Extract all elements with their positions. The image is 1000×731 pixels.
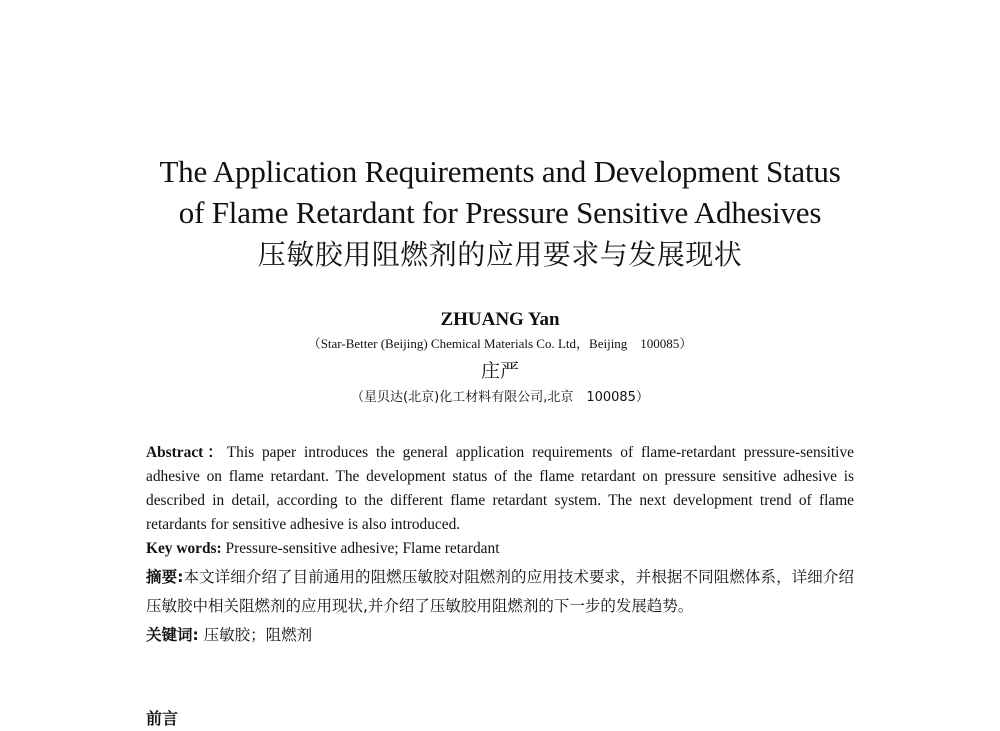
abstract-label: Abstract： [146, 444, 227, 461]
section-heading-preface: 前言 [146, 709, 179, 728]
keywords-chinese [146, 621, 854, 650]
abstract-english [146, 441, 854, 537]
keywords-cn-label: 关键词: [146, 626, 199, 644]
chinese-abstract-block [146, 563, 854, 650]
keywords-cn-text: 压敏胶；阻燃剂 [198, 626, 313, 644]
abstract-cn-label: 摘要: [146, 568, 184, 586]
abstract-text: This paper introduces the general application requirements of flame-retardant pressure-sensitive adhesive on flame retardant. The development status of the flame retardant on pressure sensitive adhesive is described in detail, according to the different flame retardant system. The next development trend of flame retardants for sensitive adhesive is also introduced. [146, 444, 854, 533]
keywords-english [146, 537, 854, 561]
affiliation-english: （Star-Better (Beijing) Chemical Materials Co. Ltd，Beijing 100085） [307, 336, 693, 351]
title-chinese: 压敏胶用阻燃剂的应用要求与发展现状 [257, 238, 743, 271]
author-name-chinese: 庄严 [480, 360, 519, 382]
affiliation-chinese: （星贝达(北京)化工材料有限公司,北京 100085） [351, 390, 649, 405]
title-english-line-2: of Flame Retardant for Pressure Sensitive Adhesives [178, 195, 822, 230]
keywords-label: Key words: [146, 540, 222, 557]
english-abstract-block [146, 441, 854, 561]
author-name-english: ZHUANG Yan [440, 309, 560, 330]
title-english-line-1: The Application Requirements and Development Status [159, 154, 841, 189]
abstract-cn-text: 本文详细介绍了目前通用的阻燃压敏胶对阻燃剂的应用技术要求，并根据不同阻燃体系，详细介绍压敏胶中相关阻燃剂的应用现状,并介绍了压敏胶用阻燃剂的下一步的发展趋势。 [146, 568, 854, 615]
keywords-text: Pressure-sensitive adhesive; Flame retardant [221, 540, 500, 557]
abstract-chinese [146, 563, 854, 621]
